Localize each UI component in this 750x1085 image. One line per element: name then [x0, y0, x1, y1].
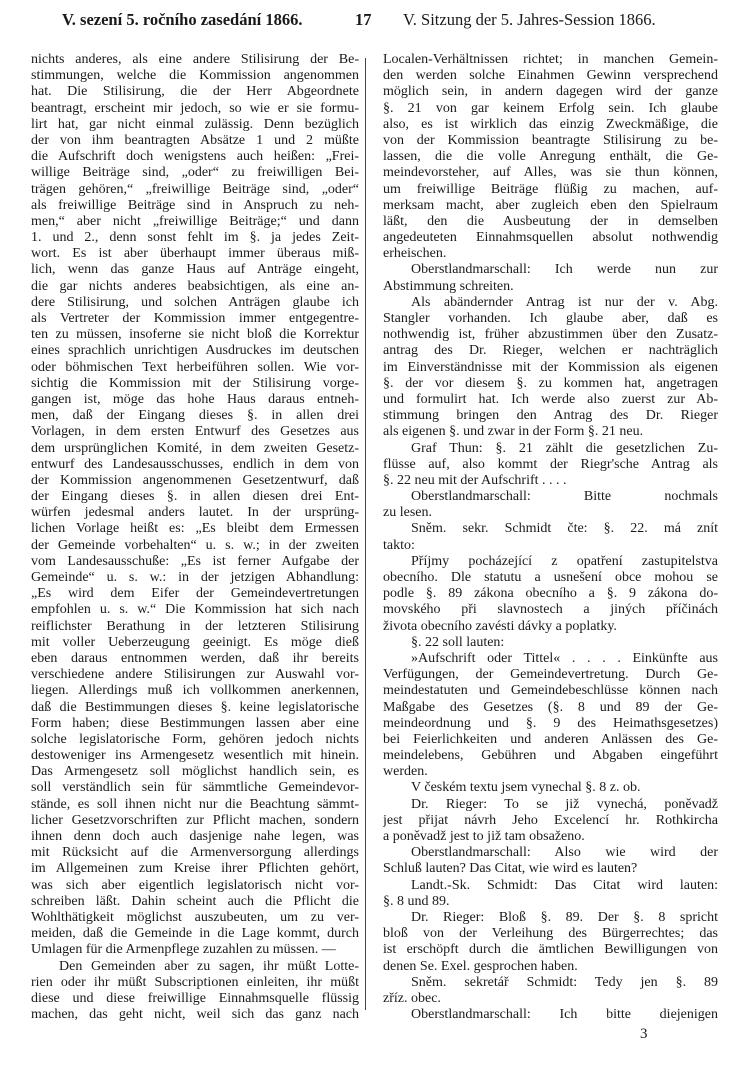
text-line: merksam macht, aber zugleich eben den Spielraum: [383, 197, 718, 213]
text-line: zu lesen.: [383, 505, 432, 521]
text-line: als Vertreter der Kommission immer entgegentre-: [31, 311, 359, 326]
text-line: licher Gesetzvorschriften zur Pflicht machen, sondern: [31, 812, 359, 828]
text-line: meiden, daß die Gemeinde in die Lage kommt, durch: [31, 926, 359, 942]
text-line: meindeordnung und §. 9 des Heimathsgesetzes): [383, 715, 718, 731]
text-line: §. der vor diesem §. zu kommen hat, angetragen: [383, 375, 718, 391]
text-line: also, es ist wirklich das einzig Zweckmäßige, die: [383, 116, 718, 132]
text-line: bei Feierlichkeiten und anderen Anlässen des Ge-: [383, 731, 718, 747]
text-line: meindelebens, Gebühren und Abgaben eingeführt: [383, 748, 718, 764]
text-line: daß die Bestimmungen dieses §. keine legislatorische: [31, 699, 359, 715]
paragraph: [383, 52, 718, 262]
text-line: men, daß der Eingang dieses §. in allen drei: [31, 408, 359, 424]
text-line: movského při slavnostech a jiných příčinách: [383, 602, 718, 618]
text-line: liegen. Allerdings muß ich vollkommen anerkennen,: [31, 683, 359, 699]
text-line: hat. Die Stilisirung, die der Herr Abgeordnete: [31, 84, 359, 100]
text-line: Vorlagen, in dem ersten Entwurf des Gesetzes aus: [31, 424, 359, 440]
text-line: läßt, den die Ausbeutung der in demselben: [383, 213, 718, 229]
text-line: Als abändernder Antrag ist nur der v. Abg.: [411, 294, 718, 310]
text-line: rien oder ihr müßt Subscriptionen einleiten, ihr müßt: [31, 974, 359, 990]
text-line: reiflichster Berathung in der letzteren Stilisirung: [31, 618, 359, 634]
text-line: willige Beiträge sind, „oder“ zu freiwilligen Bei-: [31, 165, 359, 181]
text-line: obecního. Dle statutu a usnešení obce mohou se: [383, 570, 718, 585]
text-line: gangen ist, möge das hohe Haus daraus entneh-: [31, 391, 359, 407]
text-line: ten zu müssen, insoferne sie nicht bloß die Korrektur: [31, 327, 359, 343]
right-column: [383, 52, 718, 1023]
page-number: 17: [355, 10, 372, 29]
text-line: dere Stilisirung, und solchen Anträgen glaube ich: [31, 294, 359, 310]
text-line: Abstimmung schreiten.: [383, 278, 514, 294]
text-line: „Es wird dem Eifer der Gemeindevertretungen: [31, 586, 359, 602]
paragraph: [31, 959, 359, 1024]
text-line: empfohlen u. s. w.“ Die Kommission hat sich nach: [31, 602, 359, 618]
text-line: Oberstlandmarschall: Ich bitte diejenigen: [411, 1007, 718, 1023]
text-line: Oberstlandmarschall: Also wie wird der: [411, 845, 718, 861]
paragraph: [383, 262, 718, 294]
text-line: die Aufschrift doch wenigstens auch heißen: „Frei-: [31, 149, 359, 165]
paragraph: [383, 878, 718, 910]
text-line: Umlagen für die Armenpflege zuzahlen zu müssen. —: [31, 942, 336, 958]
text-line: života obecního zavésti dávky a poplatky.: [383, 618, 617, 634]
text-line: zříz. obec.: [383, 990, 441, 1006]
text-line: Dr. Rieger: Bloß §. 89. Der §. 8 spricht: [411, 909, 718, 925]
text-line: meindevorsteher, auf Alles, was sie thun können,: [383, 165, 718, 181]
text-line: eines sprachlich unrichtigen Ausdruckes im deutschen: [31, 343, 359, 359]
text-line: oder böhmischen Text herbeiführen sollen. Wie vor-: [31, 359, 359, 375]
text-line: lassen, die die volle Anregung enthält, die Ge-: [383, 149, 718, 165]
text-line: ist erschöpft durch die ämtlichen Bewilligungen von: [383, 942, 718, 958]
text-line: würfen jedesmal anders lautet. In der ursprüng-: [31, 505, 359, 521]
text-line: »Aufschrift oder Tittel« . . . . Einkünfte aus: [411, 650, 718, 666]
text-line: lirt hat, gar nicht einmal zulässig. Denn bezüglich: [31, 116, 359, 132]
text-line: diese und diese freiwillige Einnahmsquelle flüssig: [31, 990, 359, 1006]
text-line: machen, das geht nicht, weil sich das ganz nach: [31, 1007, 359, 1023]
text-line: die gar nichts anderes beabsichtigen, als eine an-: [31, 278, 359, 294]
text-line: 1. und 2., denn sonst fehlt im §. ja jedes Zeit-: [31, 230, 359, 246]
text-line: Schluß lauten? Das Citat, wie wird es lauten?: [383, 861, 638, 877]
text-line: trägen gehören,“ „freiwillige Beiträge sind, „oder“: [31, 181, 359, 197]
text-line: Wohlthätigkeit möglichst auszubeuten, um zu ver-: [31, 909, 359, 925]
paragraph: [383, 295, 718, 441]
text-line: Dr. Rieger: To se již vynechá, poněvadž: [411, 796, 718, 812]
text-line: antrag des Dr. Rieger, welchen er nachträglich: [383, 343, 718, 359]
text-line: werden.: [383, 764, 428, 780]
text-line: Das Armengesetz soll möglichst handlich sein, es: [31, 764, 359, 780]
text-line: der Gemeinde vorbehalten“ u. s. w.; in der zweiten: [31, 537, 359, 553]
text-line: Sněm. sekretář Schmidt: Tedy jen §. 89: [411, 974, 718, 990]
text-line: im Einverständnisse mit der Kommission als eigenen: [383, 359, 718, 375]
text-line: Maßgabe des Gesetzes (§. 8 und 89 der Ge-: [383, 699, 718, 715]
text-line: der von ihm beantragten Absätze 1 und 2 müßte: [31, 132, 359, 148]
text-line: als freiwillige Beiträge sind in Anspruch zu neh-: [31, 197, 359, 213]
text-line: takto:: [383, 537, 415, 553]
text-line: Sněm. sekr. Schmidt čte: §. 22. má znít: [411, 521, 718, 537]
sheet-signature-number: 3: [640, 1026, 648, 1042]
text-line: den werden solche Einahmen Gewinn versprechend: [383, 68, 718, 84]
text-line: sichtig die Kommission mit der Stilisirung vorge-: [31, 375, 359, 391]
text-line: §. 8 und 89.: [383, 893, 450, 909]
running-header-czech: V. sezení 5. ročního zasedání 1866.: [62, 10, 303, 29]
paragraph: [383, 489, 718, 521]
text-line: ihnen denn doch auch dasjenige nahe legen, was: [31, 829, 359, 844]
text-line: podle §. 89 zákona obecního a §. 9 zákona do-: [383, 586, 718, 602]
text-line: vom Landesausschuße: „Es ist ferner Aufgabe der: [31, 553, 359, 569]
paragraph: [383, 651, 718, 781]
column-divider: [365, 58, 366, 1010]
text-line: Graf Thun: §. 21 zählt die gesetzlichen Zu-: [411, 440, 718, 456]
text-line: Oberstlandmarschall: Bitte nochmals: [411, 489, 718, 505]
paragraph: [31, 52, 359, 959]
paragraph: [383, 554, 718, 635]
paragraph: [383, 797, 718, 846]
paragraph: [383, 910, 718, 975]
text-line: Oberstlandmarschall: Ich werde nun zur: [411, 262, 718, 278]
text-line: als eigenen §. und zwar in der Form §. 21 neu.: [383, 424, 644, 440]
text-line: Příjmy pocházející z opatření zastupitelstva: [411, 553, 718, 569]
text-line: beantragt, erscheint mir jedoch, so wie er sie formu-: [31, 100, 359, 116]
text-line: §. 22 neu mit der Aufschrift . . . .: [383, 472, 567, 488]
text-line: Stangler vorhanden. Ich glaube aber, daß es: [383, 311, 718, 326]
text-line: Localen-Verhältnissen richtet; in manchen Gemein-: [383, 52, 718, 67]
text-line: mit voller Ueberzeugung geeinigt. Es möge dieß: [31, 634, 359, 650]
text-line: Verfügungen, der Gemeindevertretung. Durch Ge-: [383, 667, 718, 683]
text-line: Form haben; diese Bestimmungen lassen aber eine: [31, 715, 359, 731]
text-line: der Eingang dieses §. in allen diesen drei Ent-: [31, 489, 359, 505]
text-line: schreiben läßt. Dahin scheint auch die Pflicht die: [31, 893, 359, 909]
text-line: der Kommission angenommenen Gesetzentwurf, daß: [31, 472, 359, 488]
text-line: stimmungen, welche die Kommission angenommen: [31, 68, 359, 84]
running-header-german: V. Sitzung der 5. Jahres-Session 1866.: [403, 10, 656, 29]
text-line: Landt.-Sk. Schmidt: Das Citat wird lauten:: [411, 877, 718, 893]
paragraph: [383, 635, 718, 651]
text-line: entwurf des Landesausschusses, endlich in dem von: [31, 456, 359, 472]
paragraph: [383, 441, 718, 490]
text-line: verschiedene andere Stilisirungen zur Auswahl vor-: [31, 667, 359, 683]
paragraph: [383, 975, 718, 1007]
text-line: lich, wenn das ganze Haus auf Anträge eingeht,: [31, 262, 359, 278]
text-line: Gemeinde“ u. s. w.: in der jetzigen Abhandlung:: [31, 570, 359, 585]
text-line: denen Se. Exel. gesprochen haben.: [383, 958, 578, 974]
text-line: erheischen.: [383, 246, 447, 262]
text-line: §. 22 soll lauten:: [411, 634, 505, 650]
text-line: flüsse auf, also kommt der Riegr'sche Antrag als: [383, 456, 718, 472]
text-line: dem ursprünglichen Komité, in dem zweiten Gesetz-: [31, 440, 359, 456]
text-line: von der Kommission beantragte Stilisirung zu be-: [383, 132, 718, 148]
text-line: lichen Vorlage heißt es: „Es bleibt dem Ermessen: [31, 521, 359, 537]
text-line: nichts anderes, als eine andere Stilisirung der Be-: [31, 52, 359, 67]
text-line: bloß von der Verleihung des Bürgerrechtes; das: [383, 926, 718, 942]
text-line: wort. Es ist aber überhaupt immer überaus miß-: [31, 246, 359, 262]
text-line: nothwendig ist, früher abzustimmen über den Zusatz-: [383, 327, 718, 343]
text-line: stimmung bringen den Antrag des Dr. Rieger: [383, 408, 718, 424]
left-column: [31, 52, 359, 1023]
paragraph: [383, 521, 718, 553]
text-line: soll verständlich sein für sämmtliche Gemeindevor-: [31, 780, 359, 796]
text-line: eben daraus entnommen werden, daß ihr bereits: [31, 650, 359, 666]
paragraph: [383, 780, 718, 796]
text-line: a poněvadž jest to již tam obsaženo.: [383, 829, 585, 844]
text-line: mit Rücksicht auf die Armenversorgung allerdings: [31, 845, 359, 861]
text-line: im Allgemeinen zum Kreise ihrer Pflichten gehört,: [31, 861, 359, 877]
text-line: meindestatuten und Gemeindebeschlüsse können nach: [383, 683, 718, 699]
text-line: §. 21 von gar keinem Erfolg sein. Ich glaube: [383, 100, 718, 116]
text-line: men,“ aber nicht „freiwillige Beiträge;“ und dann: [31, 213, 359, 229]
text-line: was sich aber eigentlich legislatorisch nicht vor-: [31, 877, 359, 893]
text-line: möglich sein, in andern dagegen wird der ganze: [383, 84, 718, 100]
text-line: V českém textu jsem vynechal §. 8 z. ob.: [411, 780, 641, 796]
text-line: Den Gemeinden aber zu sagen, ihr müßt Lotte-: [59, 958, 359, 974]
text-line: angedeuteten Einnahmsquellen absolut nothwendig: [383, 230, 718, 246]
text-line: jest přijat návrh Jeho Excelencí hr. Rothkircha: [383, 812, 718, 828]
paragraph: [383, 1007, 718, 1023]
text-line: destoweniger ins Armengesetz wesentlich mit hinein.: [31, 748, 359, 764]
paragraph: [383, 845, 718, 877]
text-line: und formulirt hat. Ich werde also zuerst zur Ab-: [383, 391, 718, 407]
text-line: stände, es soll ihnen nicht nur die Beachtung sämmt-: [31, 796, 359, 812]
text-line: solche legislatorische Form, gehören jedoch nichts: [31, 731, 359, 747]
text-line: um freiwillige Beiträge flüßig zu machen, auf-: [383, 181, 718, 197]
